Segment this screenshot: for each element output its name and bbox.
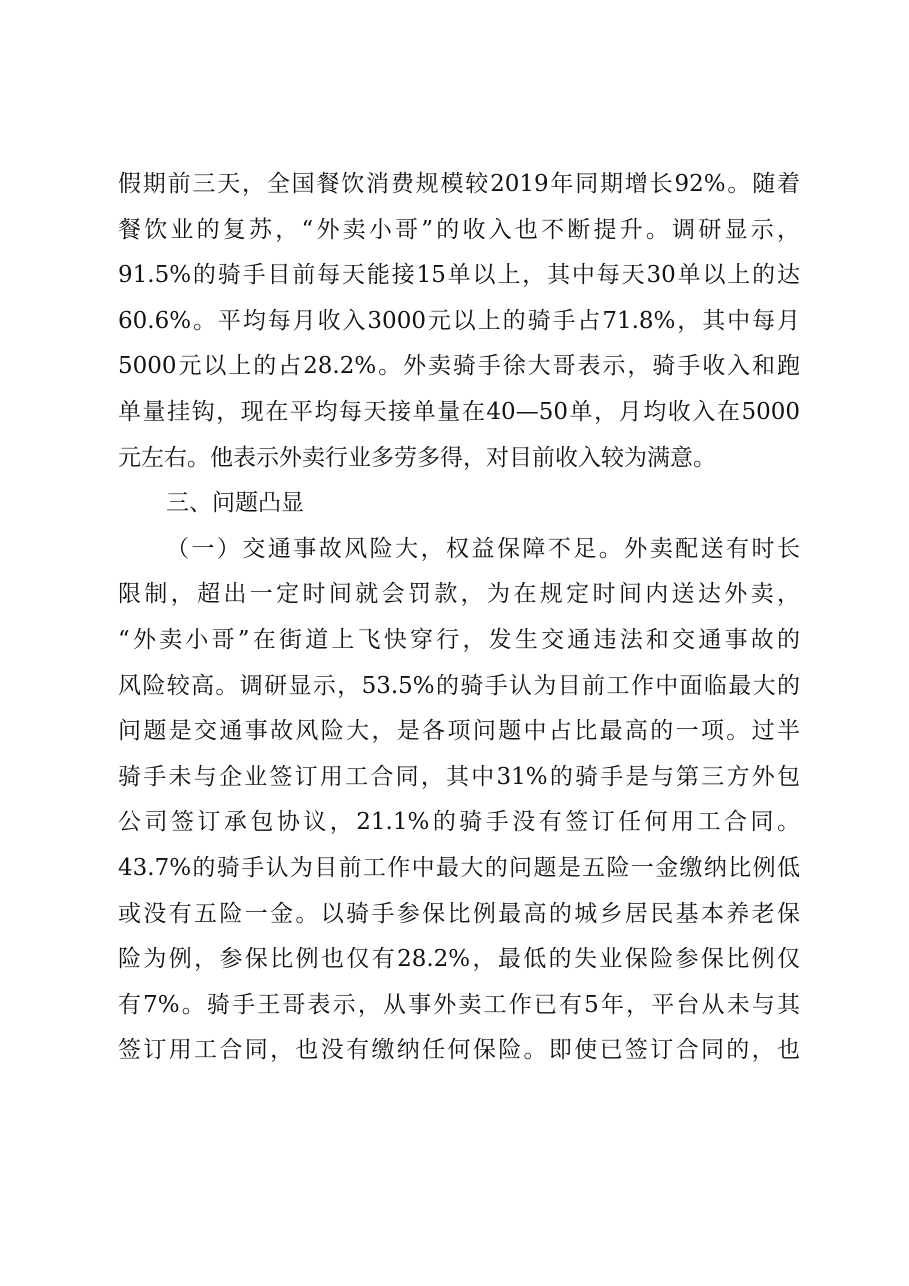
text-line: 有7%。骑手王哥表示，从事外卖工作已有5年，平台从未与其 — [118, 991, 800, 1018]
text-line: 签订用工合同，也没有缴纳任何保险。即使已签订合同的，也 — [118, 1037, 800, 1064]
text-line: 单量挂钩，现在平均每天接单量在40—50单，月均收入在5000 — [118, 398, 800, 425]
text-line: 骑手未与企业签订用工合同，其中31%的骑手是与第三方外包 — [118, 763, 800, 790]
text-line: 问题是交通事故风险大，是各项问题中占比最高的一项。过半 — [118, 718, 800, 745]
text-line: 5000元以上的占28.2%。外卖骑手徐大哥表示，骑手收入和跑 — [118, 353, 800, 380]
text-line: 假期前三天，全国餐饮消费规模较2019年同期增长92%。随着 — [118, 171, 800, 197]
text-line: 风险较高。调研显示，53.5%的骑手认为目前工作中面临最大的 — [118, 672, 800, 699]
text-line: “外卖小哥”在街道上飞快穿行，发生交通违法和交通事故的 — [118, 626, 800, 653]
body-text — [118, 162, 800, 1074]
text-line: 60.6%。平均每月收入3000元以上的骑手占71.8%，其中每月 — [118, 307, 800, 334]
section-heading: 三、问题凸显 — [166, 490, 304, 517]
text-line: 元左右。他表示外卖行业多劳多得，对目前收入较为满意。 — [118, 444, 716, 471]
subsection-heading: （一）交通事故风险大，权益保障不足。外卖配送有时长 — [166, 535, 800, 562]
text-line: 险为例，参保比例也仅有28.2%，最低的失业保险参保比例仅 — [118, 946, 800, 973]
text-line: 43.7%的骑手认为目前工作中最大的问题是五险一金缴纳比例低 — [118, 854, 800, 881]
text-line: 公司签订承包协议，21.1%的骑手没有签订任何用工合同。 — [118, 809, 800, 836]
text-line: 餐饮业的复苏，“外卖小哥”的收入也不断提升。调研显示， — [118, 216, 800, 243]
text-line: 限制，超出一定时间就会罚款，为在规定时间内送达外卖， — [118, 581, 800, 608]
text-line: 或没有五险一金。以骑手参保比例最高的城乡居民基本养老保 — [118, 900, 800, 927]
text-line: 91.5%的骑手目前每天能接15单以上，其中每天30单以上的达 — [118, 262, 800, 289]
